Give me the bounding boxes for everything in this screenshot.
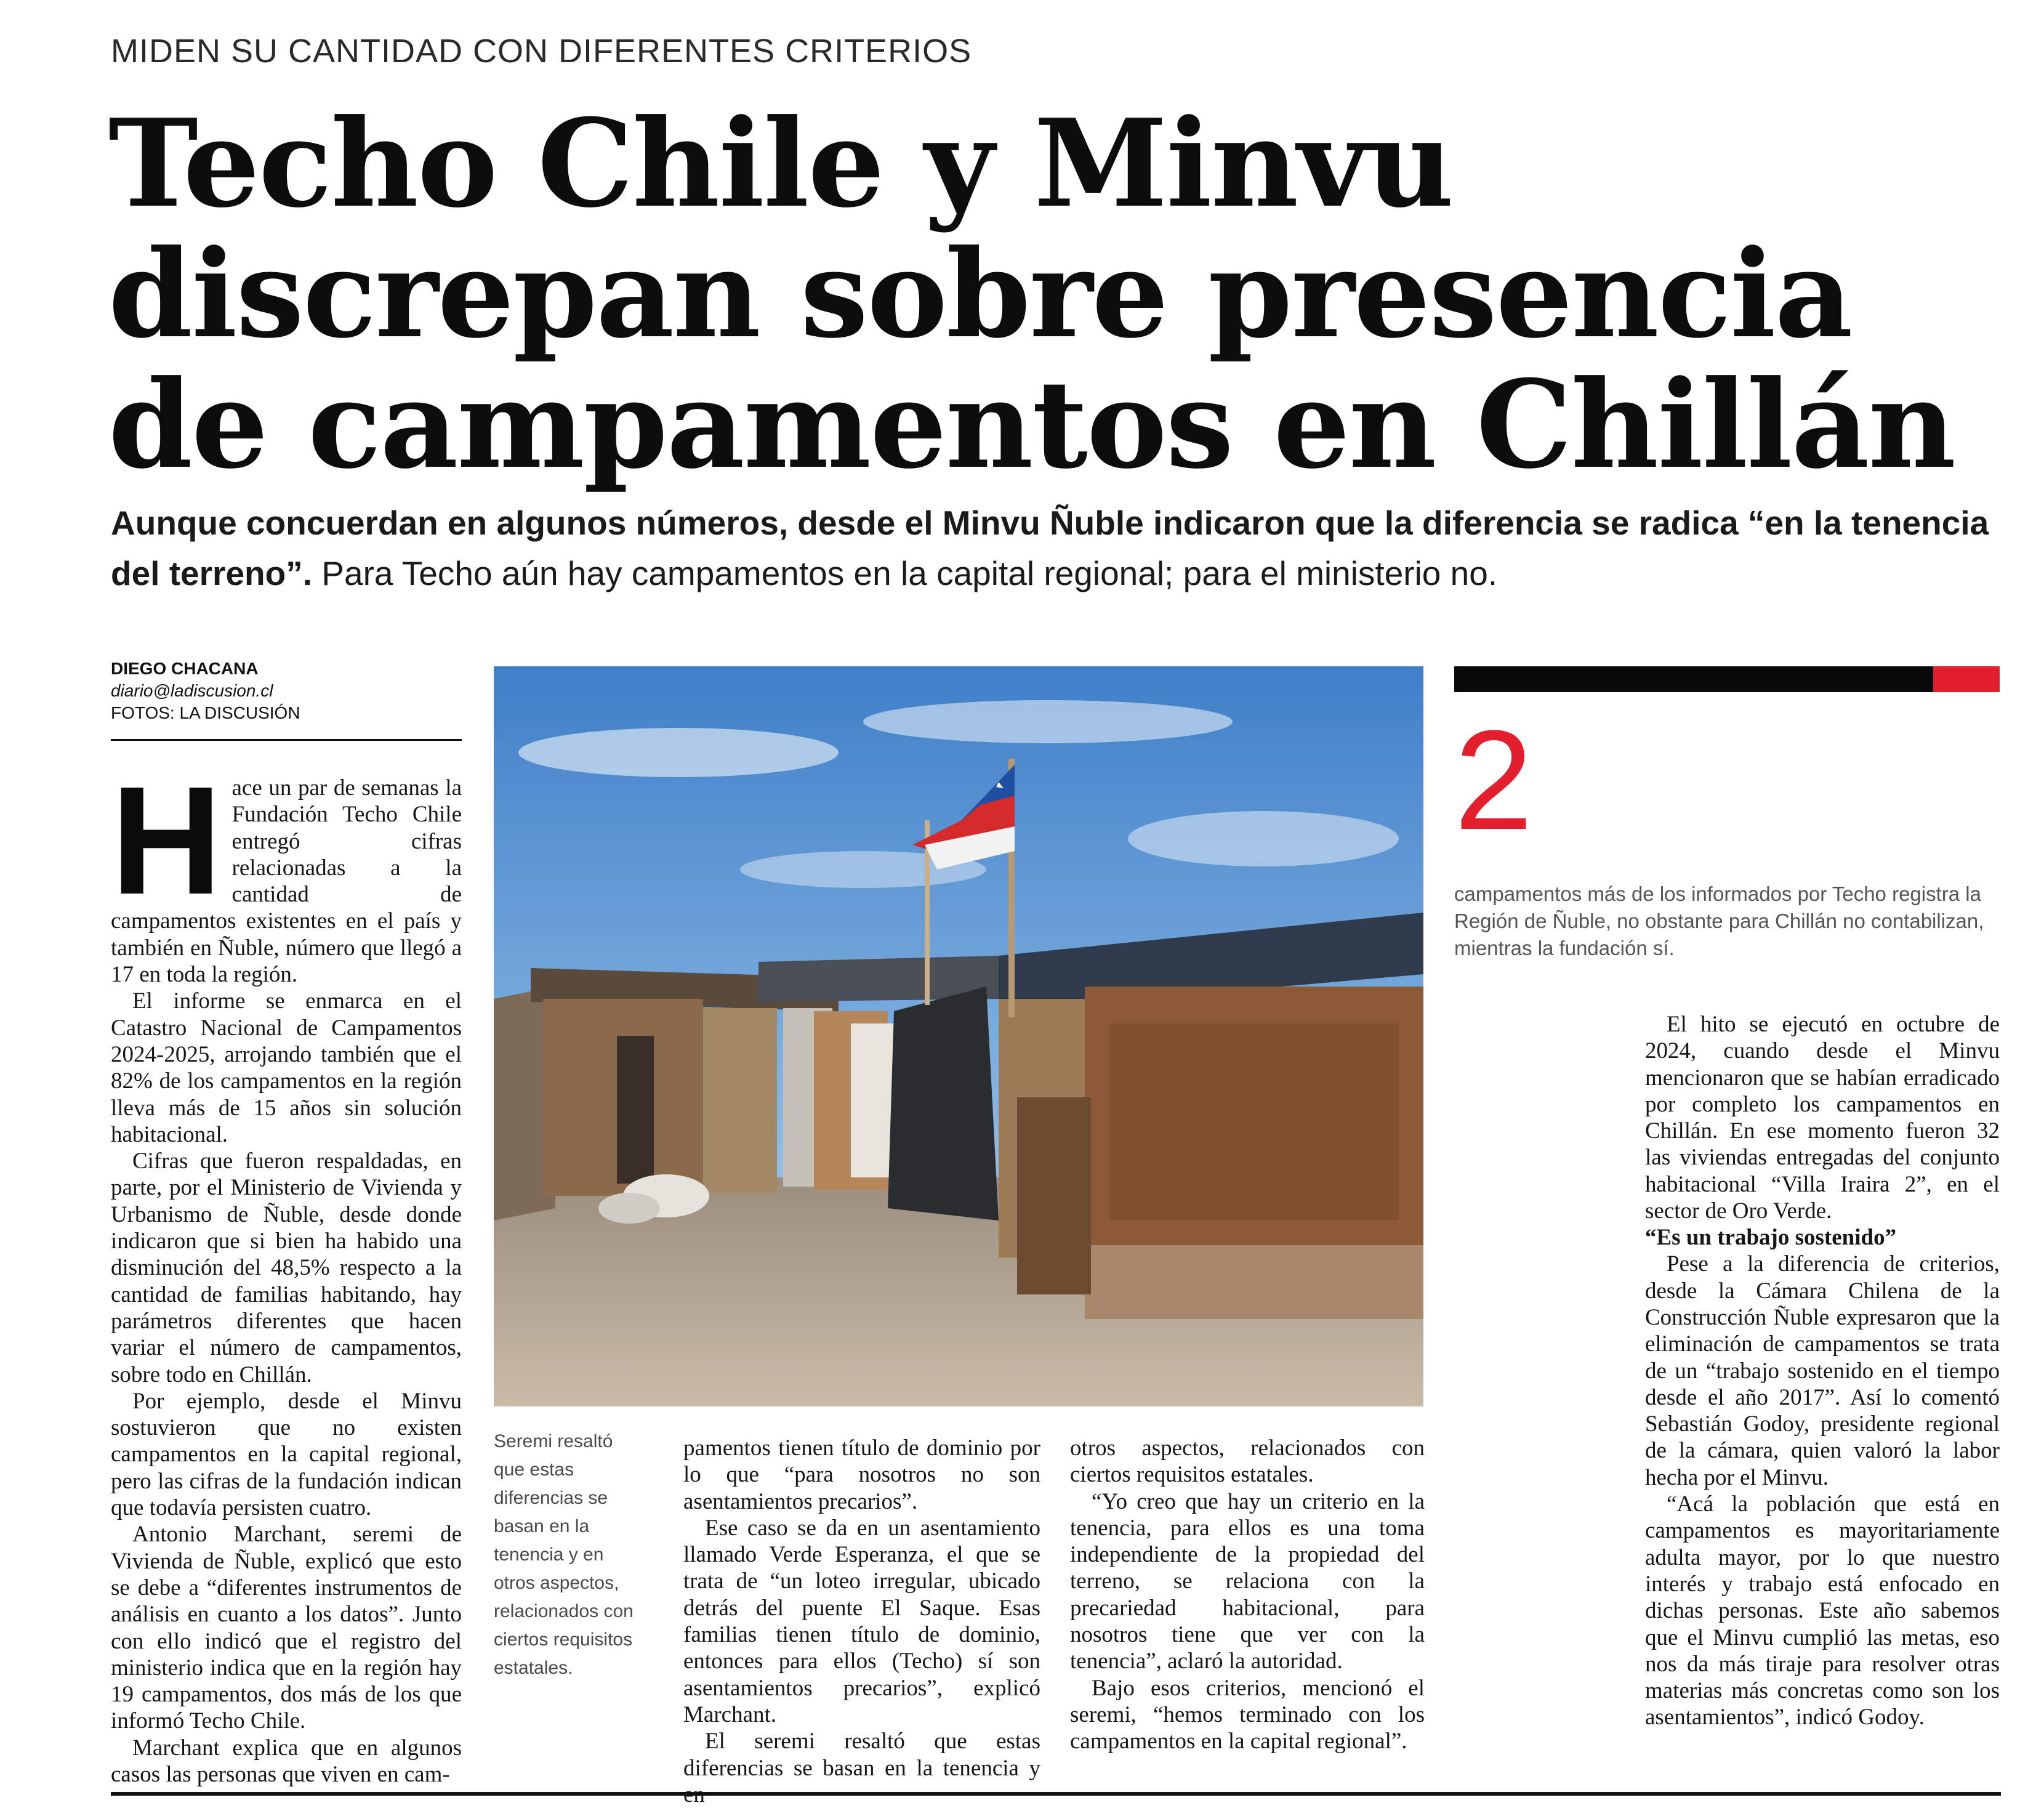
article-paragraph-6: Marchant explica que en algunos casos las personas que viven en cam- [111, 1735, 462, 1787]
headline-line-1: Techo Chile y Minvu [108, 93, 1453, 235]
factbox-text: campamentos más de los informados por Techo registra la Región de Ñuble, no obstante para Chillán no contabilizan, mientras la fundación sí. [1454, 882, 1984, 959]
deck [111, 498, 1995, 599]
factbox-bar [1454, 666, 2000, 692]
article-paragraph-14: Pese a la diferencia de criterios, desde la Cámara Chilena de la Construcción Ñuble expresaron que la eliminación de campamentos se trata de un “trabajo sostenido en el tiempo desde el año 2017”. Así lo comentó Sebastián Godoy, presidente regional de la cámara, quien valoró la labor hecha por el Minvu. [1645, 1251, 2000, 1490]
article-paragraph-9: El seremi resaltó que estas diferencias se basan en la tenencia y [683, 1729, 1040, 1781]
article-paragraph-10: otros aspectos, relacionados con ciertos requisitos estatales. [1070, 1435, 1425, 1488]
byline-author: DIEGO CHACANA [111, 659, 259, 678]
article-paragraph-7: pamentos tienen título de dominio por lo que “para nosotros no son asentamientos precarios”. [683, 1435, 1040, 1514]
article-paragraph-13: El hito se ejecutó en octubre de 2024, cuando desde el Minvu mencionaron que se habían erradicado por completo los campamentos en Chillán. En ese momento fueron 32 las viviendas entregadas del conjunto habitacional “Villa Iraira 2”, en el sector de Oro Verde. [1645, 1012, 2000, 1224]
photo-caption: Seremi resaltó que estas diferencias se basan en la tenencia y en otros aspectos, relacionados con ciertos requisitos estatales. [494, 1431, 634, 1678]
headline-line-3: de campamentos en Chillán [108, 354, 1955, 496]
article-paragraph-12: Bajo esos criterios, mencionó el seremi, “hemos terminado con los campamentos en la capital regional”. [1070, 1675, 1425, 1754]
article-paragraph-8: Ese caso se da en un asentamiento llamado Verde Esperanza, el que se trata de “un loteo irregular, ubicado detrás del puente El Saque. Esas familias tienen título de dominio, entonces para ellos (Techo) sí son asentamientos precarios”, explicó Marchant. [683, 1515, 1040, 1727]
byline-photos: FOTOS: LA DISCUSIÓN [111, 703, 300, 722]
byline-rule [111, 739, 462, 741]
drop-cap: H [111, 754, 222, 926]
article-paragraph-15: “Acá la población que está en campamentos es mayoritariamente adulta mayor, por lo que nuestro interés y trabajo está enfocado en dichas personas. Este año sabemos que el Minvu cumplió las metas, eso nos da más tiraje para resolver otras materias más concretas como son los asentamientos”, indicó Godoy. [1645, 1491, 2000, 1730]
article-paragraph-2: El informe se enmarca en el Catastro Nacional de Campamentos 2024-2025, arrojando también que el 82% de los campamentos en la región lleva más de 15 años sin solución habitacional. [111, 988, 462, 1147]
article-photo [494, 666, 1423, 1406]
article-paragraph-3: Cifras que fueron respaldadas, en parte, por el Ministerio de Vivienda y Urbanismo de Ñuble, desde donde indicaron que si bien ha habido una disminución del 48,5% respecto a la cantidad de familias habitando, hay parámetros diferentes que hacen variar el número de campamentos, sobre todo en Chillán. [111, 1148, 462, 1387]
campamento-photo-illustration [494, 666, 1423, 1406]
byline [111, 658, 300, 724]
article-paragraph-11: “Yo creo que hay un criterio en la tenencia, para ellos es una toma independiente de la propiedad del terreno, se relaciona con la precariedad habitacional, para nosotros tiene que ver con la tenencia”, aclaró la autoridad. [1070, 1488, 1425, 1674]
article-paragraph-5: Antonio Marchant, seremi de Vivienda de Ñuble, explicó que esto se debe a “diferentes instrumentos de análisis en cuanto a los datos”. Junto con ello indicó que el registro del ministerio indica que en la región hay 19 campamentos, dos más de los que informó Techo Chile. [111, 1522, 462, 1734]
article-column-4 [1645, 1011, 2000, 1731]
article-subhead: “Es un trabajo sostenido” [1645, 1225, 1897, 1251]
article-column-2 [683, 1435, 1040, 1808]
deck-rest: Para Techo aún hay campamentos en la capital regional; para el ministerio no. [312, 554, 1498, 592]
headline [108, 93, 1955, 496]
factbox-number: 2 [1454, 701, 1533, 859]
headline-line-2: discrepan sobre presencia [108, 224, 1852, 365]
article-paragraph-4: Por ejemplo, desde el Minvu sostuvieron que no existen campamentos en la capital regional, pero las cifras de la fundación indican que todavía persisten cuatro. [111, 1388, 462, 1521]
kicker: MIDEN SU CANTIDAD CON DIFERENTES CRITERIOS [111, 33, 972, 70]
article-column-3 [1070, 1435, 1425, 1755]
article-paragraph-1: Hace un par de semanas la Fundación Techo Chile entregó cifras relacionadas a la cantidad de campamentos existentes en el país y también en Ñuble, número que llegó a 17 en toda la región. [111, 754, 462, 988]
bottom-rule [111, 1792, 2001, 1796]
deck-lead: Aunque concuerdan en algunos números, desde el Minvu Ñuble indicaron que la diferencia se radica “en la tenencia del terreno”. [111, 504, 1989, 592]
factbox-bar-accent [1933, 666, 2000, 692]
article-column-1 [111, 754, 462, 1788]
byline-email: diario@ladiscusion.cl [111, 681, 273, 700]
